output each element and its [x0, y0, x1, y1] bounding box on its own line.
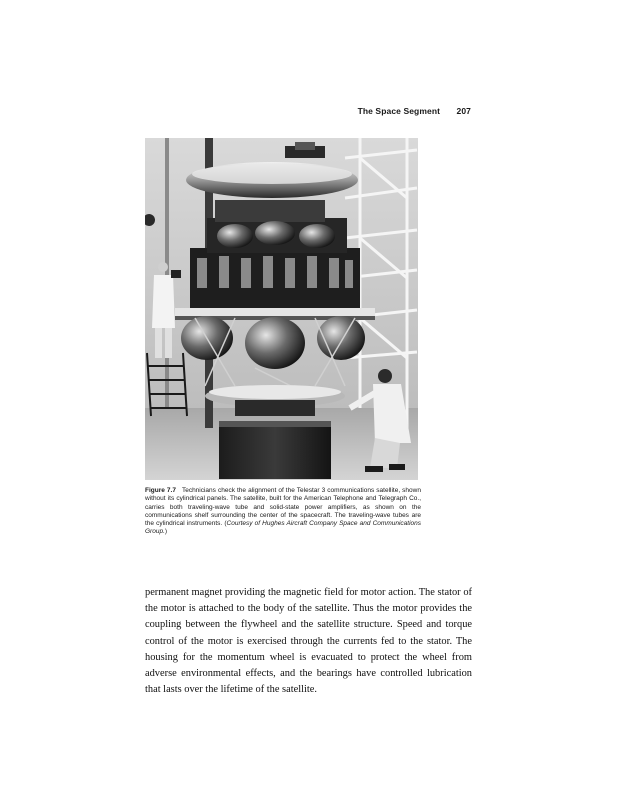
page-number: 207	[456, 106, 471, 116]
figure-caption	[145, 487, 421, 537]
body-paragraph: permanent magnet providing the magnetic field for motor action. The stator of the motor is attached to the body of the satellite. Thus the motor provides the coupling between the flywheel and the satellite structure. Speed and torque control of the motor is exercised through the currents fed to the stator. The housing for the momentum wheel is evacuated to protect the wheel from adverse environmental effects, and the bearings have controlled lubrication that lasts over the lifetime of the satellite.	[145, 587, 472, 696]
satellite-photo	[145, 138, 418, 480]
credit-close-paren: )	[164, 528, 168, 536]
figure-credit: Courtesy of Hughes Aircraft Company Space and Communications Group.	[145, 520, 422, 536]
caption-text: Technicians check the alignment of the Telestar 3 communications satellite, shown without its cylindrical panels. The satellite, built for the American Telephone and Telegraph Co., carries both traveling-wave tube and solid-state power amplifiers, as shown on the communications shelf surrounding the center of the spacecraft. The traveling-wave tubes are the cylindrical instruments.	[145, 487, 421, 528]
section-title: The Space Segment	[357, 106, 441, 116]
base-stand	[219, 421, 331, 479]
running-header	[358, 106, 471, 116]
communications-shelf	[175, 308, 375, 316]
figure-label: Figure 7.7	[145, 487, 176, 494]
credit-open-paren: (	[224, 520, 227, 528]
